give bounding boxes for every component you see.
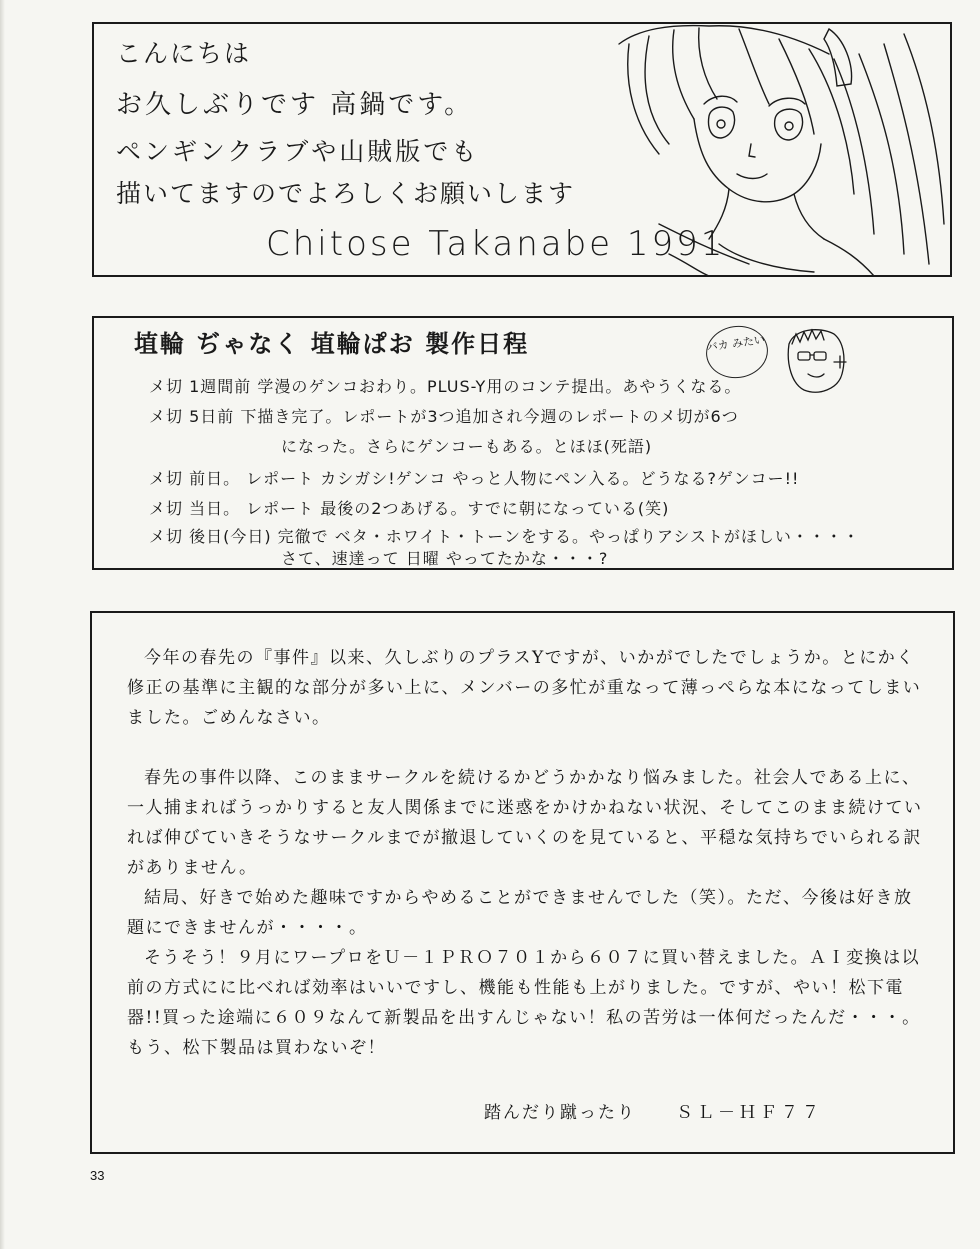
greeting-line-1: こんにちは bbox=[116, 39, 252, 68]
schedule-panel bbox=[92, 316, 954, 570]
schedule-row: メ切 1週間前 学漫のゲンコおわり。PLUS-Y用のコンテ提出。あやうくなる。 bbox=[149, 377, 742, 396]
schedule-row: メ切 当日。 レポート 最後の2つあげる。すでに朝になっている(笑) bbox=[149, 499, 670, 518]
girl-portrait-illustration bbox=[599, 24, 951, 276]
essay-paragraph: 結局、好きで始めた趣味ですからやめることができませんでした（笑）。ただ、今後は好き放題にできませんが・・・・。 bbox=[127, 888, 913, 938]
schedule-row: メ切 5日前 下描き完了。レポートが3つ追加され今週のレポートのメ切が6つ bbox=[149, 407, 739, 426]
greeting-line-2: お久しぶりです 高鍋です。 bbox=[116, 90, 474, 120]
greeting-line-3: ペンギンクラブや山賊版でも bbox=[116, 137, 480, 166]
page-edge bbox=[0, 0, 5, 1249]
self-caricature-illustration bbox=[774, 324, 854, 399]
greeting-line-4: 描いてますのでよろしくお願いします bbox=[116, 179, 576, 208]
schedule-row: メ切 後日(今日) 完徹で ベタ・ホワイト・トーンをする。やっぱりアシストがほしい・・・・ bbox=[149, 527, 860, 546]
essay-paragraph: 今年の春先の『事件』以来、久しぶりのプラスYですが、いかがでしたでしょうか。とにかく修正の基準に主観的な部分が多い上に、メンバーの多忙が重なって薄っぺらな本になってしまいました。ごめんなさい。 bbox=[127, 648, 922, 728]
speech-bubble: バカ みたい bbox=[703, 322, 772, 382]
schedule-row: さて、速達って 日曜 やってたかな・・・? bbox=[281, 549, 609, 568]
essay-panel bbox=[90, 611, 955, 1154]
essay-paragraph-group bbox=[127, 763, 927, 943]
byline-author: ＳＬ－ＨＦ７７ bbox=[676, 1103, 823, 1123]
schedule-row: メ切 前日。 レポート カシガシ!ゲンコ やっと人物にペン入る。どうなる?ゲンコー!! bbox=[149, 469, 800, 488]
essay-paragraph: そうそう！９月にワープロをＵ－１ＰＲＯ７０１から６０７に買い替えました。ＡＩ変換は以前の方式にに比べれば効率はいいですし、機能も性能も上がりました。ですが、やい！松下電器!!買った途端に６０９なんて新製品を出すんじゃない！私の苦労は一体何だったんだ・・・。もう、松下製品は買わないぞ！ bbox=[127, 948, 921, 1058]
page-number: 33 bbox=[90, 1168, 105, 1183]
schedule-row: になった。さらにゲンコーもある。とほほ(死語) bbox=[281, 437, 653, 456]
greeting-panel bbox=[92, 22, 952, 277]
essay-byline bbox=[484, 1098, 823, 1123]
author-signature: Chitose Takanabe 1991 bbox=[266, 224, 726, 264]
essay-paragraph: 春先の事件以降、このままサークルを続けるかどうかかなり悩みました。社会人である上に、一人捕まればうっかりすると友人関係までに迷惑をかけかねない状況、そしてこのまま続けていれば伸びていきそうなサークルまでが撤退していくのを見ていると、平穏な気持ちでいられる訳がありません。 bbox=[127, 768, 923, 878]
schedule-title: 埴輪 ぢゃなく 埴輪ぱお 製作日程 bbox=[134, 330, 530, 358]
byline-title: 踏んだり蹴ったり bbox=[484, 1103, 636, 1123]
